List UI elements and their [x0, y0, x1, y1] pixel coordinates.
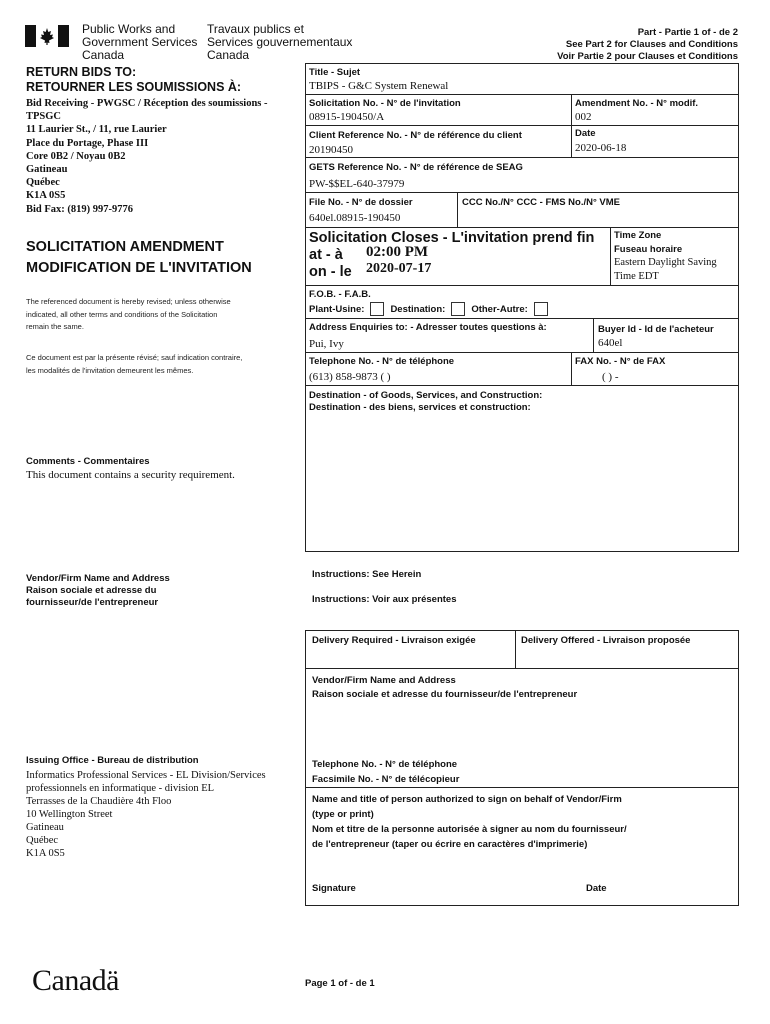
issuing-office-label: Issuing Office - Bureau de distribution [26, 755, 199, 766]
title-value: TBIPS - G&C System Renewal [309, 80, 449, 92]
vendor-label-3: fournisseur/de l'entrepreneur [26, 597, 159, 608]
vendor-firm-label-fr: Raison sociale et adresse du fournisseur/de l'entrepreneur [312, 689, 578, 700]
gets-reference-value: PW-$$EL-640-37979 [309, 178, 405, 190]
authorized-name-label-4: de l'entrepreneur (taper ou écrire en caractères d'imprimerie) [312, 839, 588, 850]
fob-label: F.O.B. - F.A.B. [309, 289, 371, 300]
amendment-note-fr-1: Ce document est par la présente révisé; sauf indication contraire, [26, 353, 243, 362]
dept-name-fr-3: Canada [207, 48, 250, 62]
other-autre-checkbox[interactable] [534, 302, 548, 316]
buyer-id-label: Buyer Id - Id de l'acheteur [598, 324, 714, 335]
return-address-line: Gatineau [26, 164, 68, 176]
issuing-line: Terrasses de la Chaudière 4th Floo [26, 796, 172, 807]
vendor-label-2: Raison sociale et adresse du [26, 585, 157, 596]
amendment-number-value: 002 [575, 111, 592, 123]
part-indicator: Part - Partie 1 of - de 2 [637, 27, 738, 38]
delivery-offered-label: Delivery Offered - Livraison proposée [521, 635, 691, 646]
closes-at-value: 02:00 PM [366, 244, 429, 260]
amendment-note-en-1: The referenced document is hereby revised; unless otherwise [26, 297, 231, 306]
date-value: 2020-06-18 [575, 142, 627, 154]
authorized-name-label-3: Nom et titre de la personne autorisée à signer au nom du fournisseur/ [312, 824, 627, 835]
return-bids-title-fr: RETOURNER LES SOUMISSIONS À: [26, 80, 242, 94]
amendment-note-en-2: indicated, all other terms and conditions of the Solicitation [26, 309, 218, 319]
canada-wordmark: Canadä [32, 964, 119, 997]
canada-flag-icon [25, 25, 69, 47]
authorized-name-label-1: Name and title of person authorized to sign on behalf of Vendor/Firm [312, 794, 622, 805]
signature-date-label: Date [586, 883, 607, 894]
telephone-value: (613) 858-9873 ( ) [309, 371, 391, 383]
return-address [26, 97, 268, 216]
solicitation-number-label: Solicitation No. - N° de l'invitation [309, 98, 461, 109]
solicitation-number-value: 08915-190450/A [309, 111, 385, 123]
address-enquiries-label: Address Enquiries to: - Adresser toutes questions à: [309, 322, 547, 333]
amendment-note-fr-2: les modalités de l'invitation demeurent les mêmes. [26, 365, 194, 375]
dept-name-fr-2: Services gouvernementaux [207, 35, 353, 49]
address-enquiries-value: Pui, Ivy [309, 338, 344, 350]
amendment-note-en-3: remain the same. [26, 322, 84, 331]
fax-label: FAX No. - N° de FAX [575, 356, 666, 367]
date-label: Date [575, 128, 596, 139]
issuing-line: Québec [26, 835, 59, 846]
return-address-line: Place du Portage, Phase III [26, 137, 149, 149]
bid-fax: Bid Fax: (819) 997-9776 [26, 203, 134, 215]
vendor-label-1: Vendor/Firm Name and Address [26, 573, 170, 584]
file-number-label: File No. - N° de dossier [309, 197, 413, 208]
time-zone-label-en: Time Zone [614, 230, 662, 241]
destination-goods-label-en: Destination - of Goods, Services, and Construction: [309, 390, 543, 401]
return-address-line: Québec [26, 177, 60, 189]
time-zone-label-fr: Fuseau horaire [614, 244, 683, 255]
issuing-office-address [26, 769, 266, 860]
return-bids-title-en: RETURN BIDS TO: [26, 65, 137, 79]
other-autre-label: Other-Autre: [471, 303, 528, 315]
solicitation-closes-label: Solicitation Closes - L'invitation prend fin [309, 230, 595, 246]
issuing-line: K1A 0S5 [26, 848, 65, 859]
return-address-line: Core 0B2 / Noyau 0B2 [26, 150, 126, 162]
time-zone-value-2: Time EDT [614, 271, 659, 282]
closes-on-label: on - le [309, 264, 352, 280]
amendment-title-en: SOLICITATION AMENDMENT [26, 239, 224, 255]
ccc-number-label: CCC No./N° CCC - FMS No./N° VME [462, 197, 621, 208]
delivery-required-label: Delivery Required - Livraison exigée [312, 635, 476, 646]
destination-goods-label-fr: Destination - des biens, services et construction: [309, 402, 531, 413]
instructions-fr: Instructions: Voir aux présentes [312, 594, 457, 605]
vendor-firm-label-en: Vendor/Firm Name and Address [312, 675, 456, 686]
fax-value: ( ) - [602, 371, 619, 383]
file-number-value: 640el.08915-190450 [309, 212, 401, 224]
telephone-label: Telephone No. - N° de téléphone [309, 356, 455, 367]
gets-reference-label: GETS Reference No. - N° de référence de SEAG [309, 162, 523, 173]
see-part-fr: Voir Partie 2 pour Clauses et Conditions [557, 51, 738, 62]
return-address-line: TPSGC [26, 111, 62, 123]
issuing-line: professionnels en informatique - division EL [26, 783, 215, 794]
return-address-line: K1A 0S5 [26, 190, 66, 202]
amendment-number-label: Amendment No. - N° modif. [575, 98, 699, 109]
issuing-line: Informatics Professional Services - EL Division/Services [26, 770, 266, 781]
see-part-en: See Part 2 for Clauses and Conditions [565, 39, 738, 50]
vendor-facsimile-label: Facsimile No. - N° de télécopieur [312, 774, 460, 785]
closes-on-value: 2020-07-17 [366, 261, 432, 276]
dept-name-en-3: Canada [82, 48, 125, 62]
vendor-telephone-label: Telephone No. - N° de téléphone [312, 759, 458, 770]
destination-checkbox[interactable] [451, 302, 465, 316]
plant-usine-label: Plant-Usine: [309, 303, 365, 315]
client-reference-value: 20190450 [309, 144, 353, 156]
title-label: Title - Sujet [309, 67, 361, 78]
page-number: Page 1 of - de 1 [305, 978, 375, 989]
issuing-line: 10 Wellington Street [26, 809, 113, 820]
destination-label: Destination: [390, 303, 446, 315]
instructions-en: Instructions: See Herein [312, 569, 422, 580]
plant-usine-checkbox[interactable] [370, 302, 384, 316]
return-address-line: 11 Laurier St., / 11, rue Laurier [26, 124, 167, 136]
client-reference-label: Client Reference No. - N° de référence du client [309, 130, 522, 141]
comments-text: This document contains a security requirement. [26, 469, 235, 481]
closes-at-label: at - à [309, 247, 343, 263]
dept-name-en-2: Government Services [82, 35, 198, 49]
authorized-name-label-2: (type or print) [312, 809, 374, 820]
dept-name-en-1: Public Works and [82, 22, 176, 36]
signature-label: Signature [312, 883, 356, 894]
dept-name-fr-1: Travaux publics et [207, 22, 304, 36]
issuing-line: Gatineau [26, 822, 64, 833]
amendment-title-fr: MODIFICATION DE L'INVITATION [26, 260, 252, 276]
comments-label: Comments - Commentaires [26, 456, 150, 467]
buyer-id-value: 640el [598, 337, 623, 349]
time-zone-value-1: Eastern Daylight Saving [614, 257, 717, 268]
return-address-line: Bid Receiving - PWGSC / Réception des soumissions - [26, 98, 268, 109]
